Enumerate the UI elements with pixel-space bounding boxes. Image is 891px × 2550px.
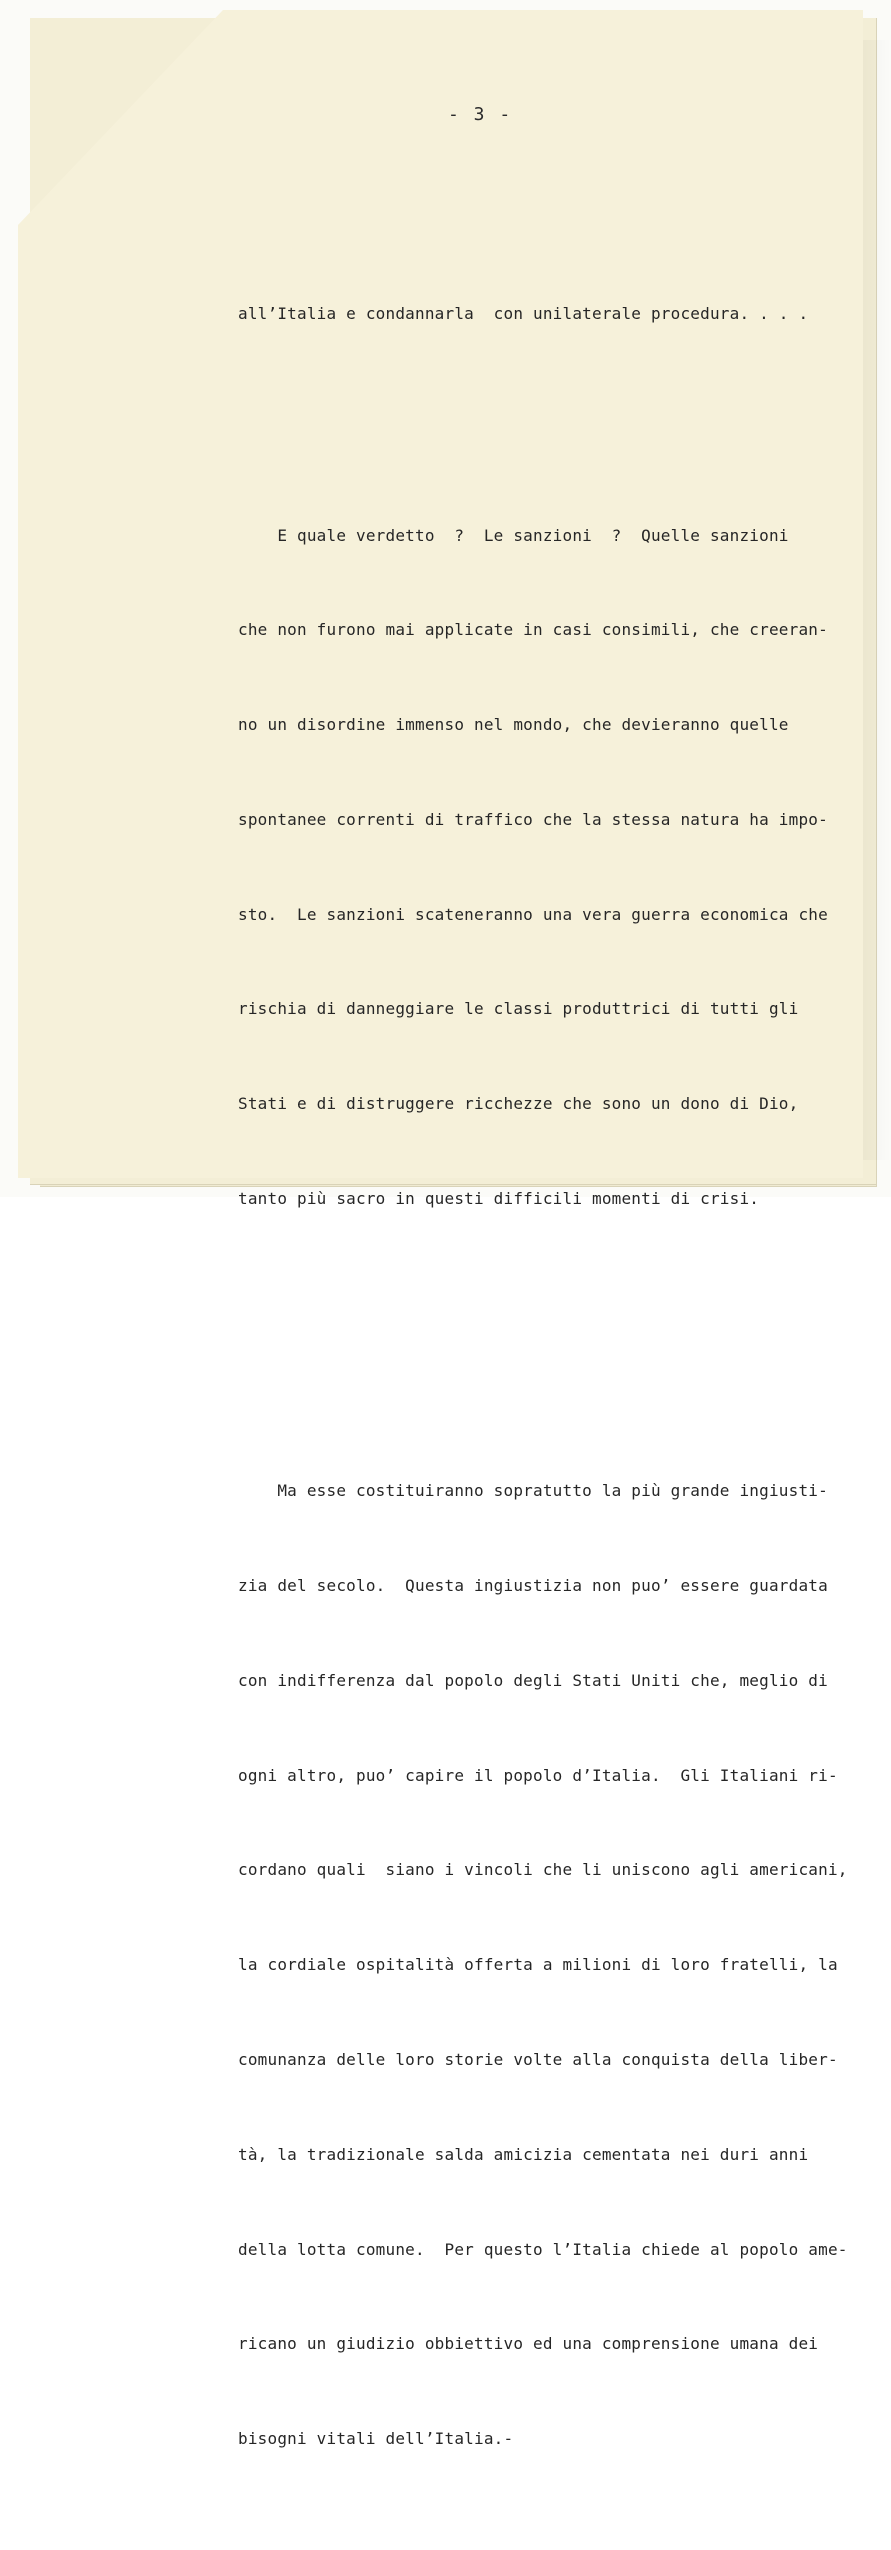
text-line: rischia di danneggiare le classi produttrici di tutti gli [238,999,799,1019]
text-line: all’Italia e condannarla con unilaterale procedura. . . . [238,304,809,324]
text-line: E quale verdetto ? Le sanzioni ? Quelle sanzioni [238,525,789,545]
text-line: con indifferenza dal popolo degli Stati Uniti che, meglio di [238,1670,828,1690]
text-line: no un disordine immenso nel mondo, che devieranno quelle [238,715,789,735]
text-line: zia del secolo. Questa ingiustizia non puo’ essere guardata [238,1576,828,1596]
text-line: cordano quali siano i vincoli che li uniscono agli americani, [238,1860,848,1880]
text-line: ogni altro, puo’ capire il popolo d’Italia. Gli Italiani ri- [238,1765,838,1785]
paragraph-2 [238,456,858,1277]
text-line: spontanee correnti di traffico che la stessa natura ha impo- [238,809,828,829]
text-line: ricano un giudizio obbiettivo ed una comprensione umana dei [238,2334,819,2354]
page-number: - 3 - [448,104,513,125]
paragraph-gap [238,1341,858,1349]
sheet-edge-shadow [863,40,891,1160]
text-line: comunanza delle loro storie volte alla conquista della liber- [238,2050,838,2070]
text-line: la cordiale ospitalità offerta a milioni di loro fratelli, la [238,1955,838,1975]
typed-letter-body [238,172,858,2550]
text-line: della lotta comune. Per questo l’Italia chiede al popolo ame- [238,2239,848,2259]
paragraph-1 [238,235,858,393]
text-line: Stati e di distruggere ricchezze che sono un dono di Dio, [238,1094,799,1114]
text-line: Ma esse costituiranno sopratutto la più grande ingiusti- [238,1481,828,1501]
text-line: che non furono mai applicate in casi consimili, che creeran- [238,620,828,640]
text-line: bisogni vitali dell’Italia.- [238,2429,514,2449]
text-line: tà, la tradizionale salda amicizia cementata nei duri anni [238,2144,809,2164]
paragraph-3 [238,1412,858,2518]
text-line: tanto più sacro in questi difficili momenti di crisi. [238,1189,760,1208]
text-line: sto. Le sanzioni scateneranno una vera guerra economica che [238,904,828,924]
